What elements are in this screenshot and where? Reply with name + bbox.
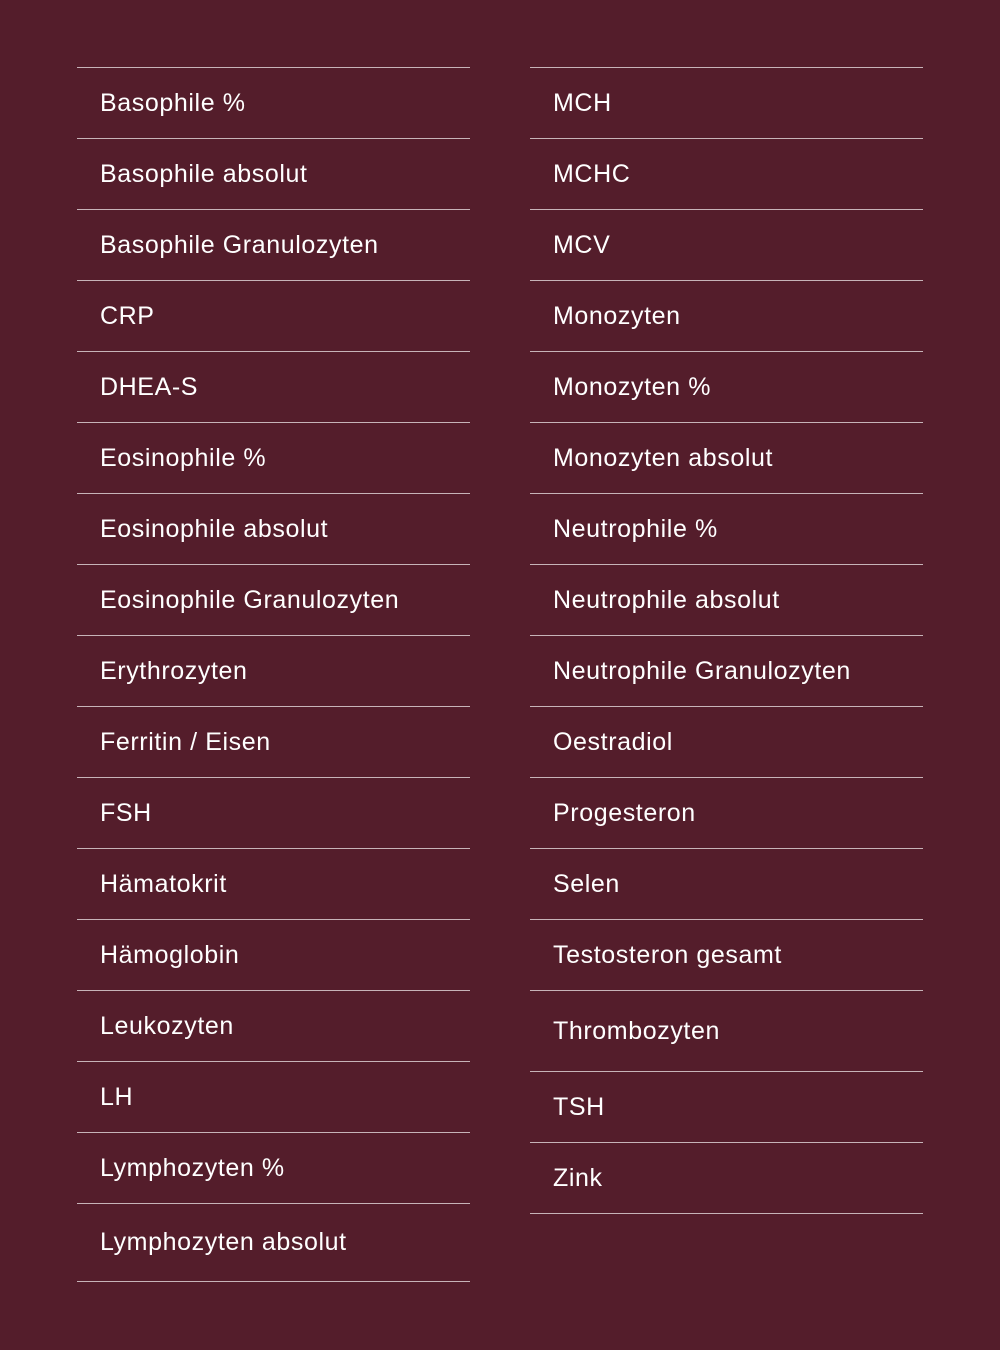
list-item: Neutrophile %: [530, 494, 923, 565]
list-item: DHEA-S: [77, 352, 470, 423]
list-item: Ferritin / Eisen: [77, 707, 470, 778]
list-item: LH: [77, 1062, 470, 1133]
list-item: Selen: [530, 849, 923, 920]
list-item: Eosinophile %: [77, 423, 470, 494]
list-item: TSH: [530, 1072, 923, 1143]
list-item: Basophile Granulozyten: [77, 210, 470, 281]
lab-values-list-right: [530, 67, 923, 1214]
list-item: Monozyten: [530, 281, 923, 352]
list-item: Testosteron gesamt: [530, 920, 923, 991]
list-item: Neutrophile Granulozyten: [530, 636, 923, 707]
list-item: MCH: [530, 68, 923, 139]
list-item: Basophile %: [77, 68, 470, 139]
list-item: Thrombozyten: [530, 991, 923, 1072]
list-item: Hämoglobin: [77, 920, 470, 991]
list-item: Monozyten %: [530, 352, 923, 423]
list-item: Leukozyten: [77, 991, 470, 1062]
list-item: Progesteron: [530, 778, 923, 849]
list-item: MCV: [530, 210, 923, 281]
list-item: Lymphozyten absolut: [77, 1204, 470, 1282]
list-item: FSH: [77, 778, 470, 849]
list-item: Erythrozyten: [77, 636, 470, 707]
list-item: MCHC: [530, 139, 923, 210]
list-item: Zink: [530, 1143, 923, 1214]
list-item: CRP: [77, 281, 470, 352]
list-item: Oestradiol: [530, 707, 923, 778]
list-item: Eosinophile Granulozyten: [77, 565, 470, 636]
list-item: Lymphozyten %: [77, 1133, 470, 1204]
list-item: Eosinophile absolut: [77, 494, 470, 565]
list-item: Basophile absolut: [77, 139, 470, 210]
lab-values-list-left: [77, 67, 470, 1282]
list-item: Hämatokrit: [77, 849, 470, 920]
list-item: Neutrophile absolut: [530, 565, 923, 636]
list-item: Monozyten absolut: [530, 423, 923, 494]
